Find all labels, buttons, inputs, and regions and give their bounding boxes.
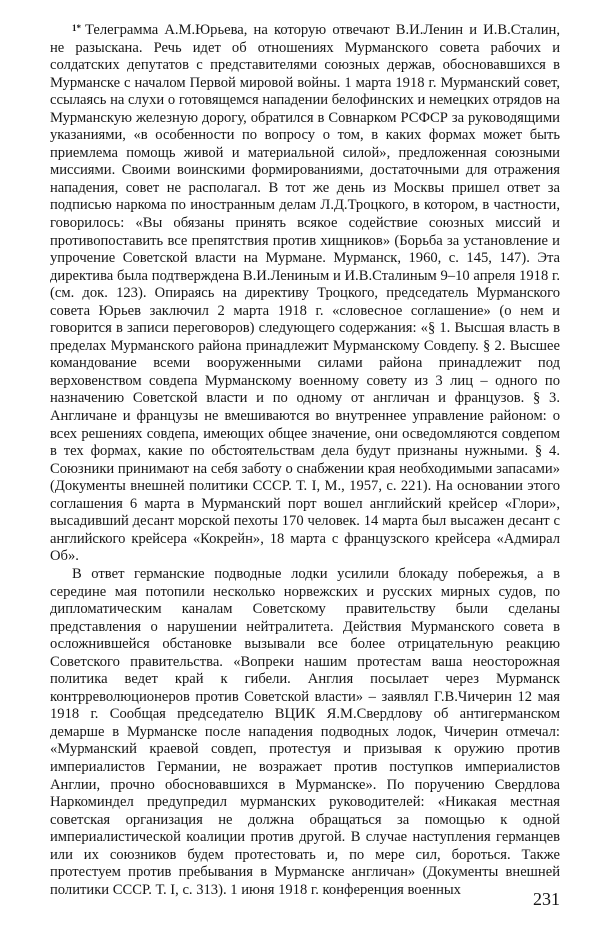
page-number: 231 (533, 889, 560, 909)
body-paragraph: В ответ германские подводные лодки усилили блокаду побережья, а в середине мая потопили несколько норвежских и русских мирных судов, по дипломатическим каналам Советскому правительству были сделаны представления о нарушении нейтралитета. Действия Мурманского совета в осложнившейся обстановке вызывали все более отрицательную реакцию Советского правительства. «Вопреки нашим протестам ваша неосторожная политика ведет край к гибели. Англия посылает через Мурманск контрреволюционеров против Советской власти» – заявлял Г.В.Чичерин 12 мая 1918 г. Сообщая председателю ВЦИК Я.М.Свердлову об антигерманском демарше в Мурманске после нападения подводных лодок, Чичерин отмечал: «Мурманский краевой совдеп, протестуя и призывая к оружию против империалистов Германии, не возражает против поступков империалистов Англии, прочно обосновавшихся в Мурманске». По поручению Свердлова Наркоминдел предупредил мурманских руководителей: «Никакая местная советская организация не должна обращаться за помощью к одной империалистической коалиции против другой. В случае наступления германцев или их союзников будем протестовать и, по мере сил, бороться. Также протестуем против пребывания в Мурманске англичан» (Документы внешней политики СССР. Т. I, с. 313). 1 июня 1918 г. конференция военных (50, 565, 560, 898)
footnote-text: Телеграмма А.М.Юрьева, на которую отвечают В.И.Ленин и И.В.Сталин, не разыскана. Речь идет об отношениях Мурманского совета рабочих и солдатских депутатов с представителями союзных держав, обосновавшихся в Мурманске с началом Первой мировой войны. 1 марта 1918 г. Мурманский совет, ссылаясь на слухи о готовящемся нападении белофинских и немецких отрядов на Мурманскую железную дорогу, обратился в Совнарком РСФСР за руководящими указаниями, «в особенности по вопросу о том, в каких формах может быть приемлема помощь живой и материальной силой», предложенная союзными миссиями. Своими воинскими формированиями, достаточными для отражения нападения, совет не располагал. В тот же день из Москвы пришел ответ за подписью наркома по иностранным делам Л.Д.Троцкого, в котором, в частности, говорилось: «Вы обязаны принять всякое содействие союзных миссий и противопоставить все препятствия против хищников» (Борьба за установление и упрочение Советской власти на Мурмане. Мурманск, 1960, с. 145, 147). Эта директива была подтверждена В.И.Лениным и И.В.Сталиным 9–10 апреля 1918 г. (см. док. 123). Опираясь на директиву Троцкого, председатель Мурманского совета Юрьев заключил 2 марта 1918 г. «словесное соглашение» (о нем и говорится в записи переговоров) следующего содержания: «§ 1. Высшая власть в пределах Мурманского района принадлежит Мурманскому Совдепу. § 2. Высшее командование всеми вооруженными силами района принадлежит под верховенством совдепа Мурманскому военному совету из 3 лиц – одного по назначению Советской власти и по одному от англичан и французов. § 3. Англичане и французы не вмешиваются во внутреннее управление районом: о всех решениях совдепа, имеющих общее значение, они осведомляются совдепом в тех формах, какие по обстоятельствам дела будут признаны нужными. § 4. Союзники принимают на себя заботу о снабжении края необходимыми запасами» (Документы внешней политики СССР. Т. I, М., 1957, с. 221). На основании этого соглашения 6 марта в Мурманский порт вошел английский крейсер «Глори», высадивший десант морской пехоты 170 человек. 14 марта был высажен десант с английского крейсера «Кокрейн», 18 марта с французского крейсера «Адмирал Об». (50, 22, 560, 565)
main-text (50, 22, 560, 899)
footnote-paragraph (50, 22, 560, 566)
footnote-marker: 1* (72, 23, 81, 33)
